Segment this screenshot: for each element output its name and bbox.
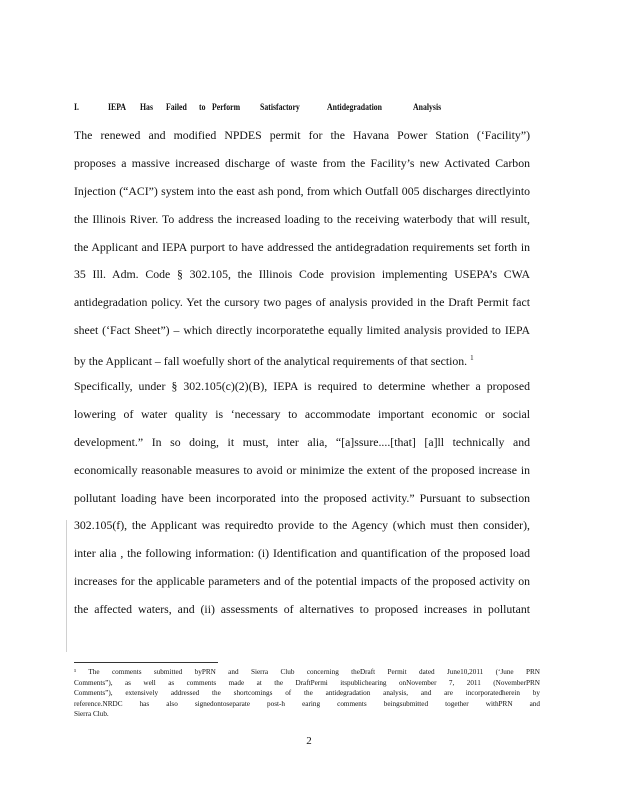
body-line: pollutant loading have been incorporated into the proposed activity.” Pursuant to subsection — [74, 490, 530, 505]
heading-word: Perform — [212, 103, 241, 113]
section-heading — [74, 101, 544, 115]
body-line: 302.105(f), the Applicant was requiredto provide to the Agency (which must then consider), — [74, 518, 530, 533]
footnote-line: Sierra Club. — [74, 710, 109, 718]
heading-word: Satisfactory — [260, 103, 300, 113]
body-line: economically reasonable measures to avoid or minimize the extent of the proposed increase in — [74, 462, 530, 477]
heading-word: Has — [140, 103, 153, 113]
body-text — [74, 125, 530, 627]
footnote-line: Comments”), extensively addressed the shortcomings of the antidegradation analysis, and are incorporatedherein by — [74, 689, 540, 697]
heading-word: Failed — [166, 103, 187, 113]
heading-word: IEPA — [108, 103, 127, 113]
footnote-reference[interactable]: 1 — [470, 354, 474, 363]
body-line: sheet (‘Fact Sheet”) – which directly incorporatethe equally limited analysis provided to IEPA — [74, 323, 530, 338]
body-line: development.” In so doing, it must, inter alia, “[a]ssure....[that] [a]ll technically and — [74, 434, 530, 449]
body-line: lowering of water quality is ‘necessary to accommodate important economic or social — [74, 406, 530, 421]
body-line: antidegradation policy. Yet the cursory two pages of analysis provided in the Draft Permit fact — [74, 295, 530, 310]
body-line: the affected waters, and (ii) assessments of alternatives to proposed increases in pollutant — [74, 602, 530, 617]
body-line: the Illinois River. To address the increased loading to the receiving waterbody that will result, — [74, 211, 530, 226]
heading-number: I. — [74, 103, 79, 113]
heading-word: Analysis — [413, 103, 442, 113]
body-line: inter alia , the following information: (i) Identification and quantification of the proposed load — [74, 546, 530, 561]
footnote — [74, 667, 540, 720]
footnote-separator — [74, 662, 218, 663]
body-line: the Applicant and IEPA purport to have addressed the antidegradation requirements set forth in — [74, 239, 530, 254]
body-line: Specifically, under § 302.105(c)(2)(B), IEPA is required to determine whether a proposed — [74, 379, 530, 394]
footnote-line: ¹ The comments submitted byPRN and Sierra Club concerning theDraft Permit dated June10,2011 (‘June PRN — [74, 668, 540, 676]
body-line: The renewed and modified NPDES permit for the Havana Power Station (‘Facility”) — [74, 128, 530, 142]
body-line: Injection (“ACI”) system into the east ash pond, from which Outfall 005 discharges directlyinto — [74, 183, 530, 198]
margin-mark — [66, 520, 67, 652]
page-number: 2 — [306, 735, 312, 747]
footnote-line: Comments”), as well as comments made at the DraftPermi itspublichearing onNovember 7, 2011 (NovemberPRN — [74, 678, 540, 687]
body-line-text: by the Applicant – fall woefully short of the analytical requirements of that section. — [74, 354, 468, 369]
footnote-line: reference.NRDC has also signedontoseparate post-h earing comments beingsubmitted together withPRN and — [74, 699, 540, 708]
heading-word: Antidegradation — [327, 103, 382, 113]
body-line-with-footnote — [74, 348, 530, 376]
body-line: 35 Ill. Adm. Code § 302.105, the Illinois Code provision implementing USEPA’s CWA — [74, 267, 530, 282]
body-line: increases for the applicable parameters and of the potential impacts of the proposed activity on — [74, 574, 530, 589]
body-line: proposes a massive increased discharge of waste from the Facility’s new Activated Carbon — [74, 155, 530, 170]
heading-word: to — [199, 103, 206, 113]
